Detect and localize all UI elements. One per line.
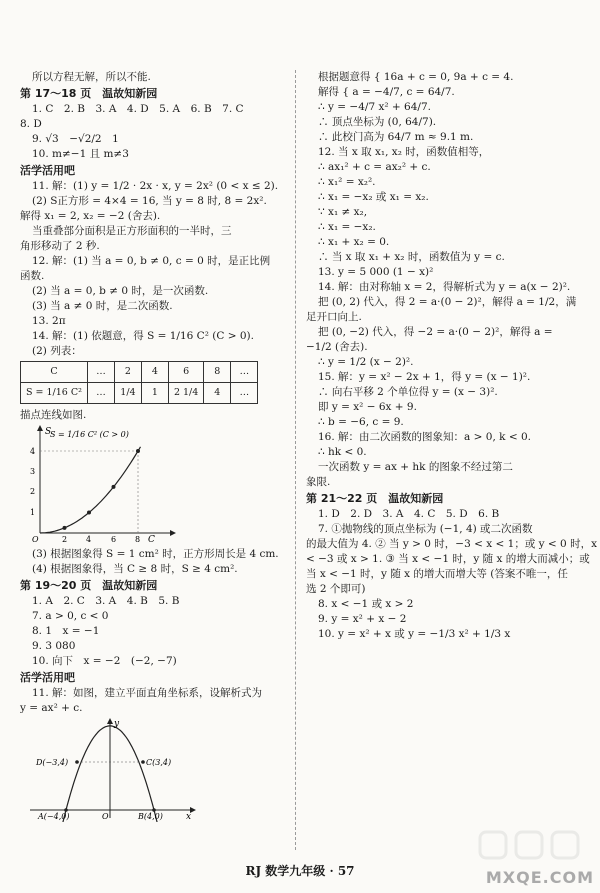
section-heading: 第 21～22 页 温故知新园 (306, 492, 444, 505)
text-line: 8. 1 x = −1 (32, 625, 100, 638)
text-line: 11. 解：如图，建立平面直角坐标系，设解析式为 (32, 687, 263, 700)
text-line: 14. 解：由对称轴 x = 2，得解析式为 y = a(x − 2)². (318, 281, 571, 293)
text-line: (2) S正方形 = 4×4 = 16, 当 y = 8 时, 8 = 2x². (32, 195, 267, 207)
page-footer: RJ 数学九年级 · 57 (245, 864, 355, 878)
text-line: ∴ y = −4/7 x² + 64/7. (318, 101, 431, 113)
tick-label: 1 (30, 508, 36, 517)
table-row (21, 362, 258, 383)
text-line: ∴ x₁² = x₂². (318, 176, 376, 188)
curve-s-c (40, 447, 141, 533)
text-line: ∴ x₁ + x₂ = 0. (318, 236, 390, 248)
text-line: 象限. (306, 476, 331, 488)
tick-label: 2 (62, 535, 68, 543)
text-line: 把 (0, 2) 代入，得 2 = a·(0 − 2)²，解得 a = 1/2，满 (318, 296, 577, 308)
x-axis-label: x (186, 812, 192, 823)
graph-s-c-svg (20, 425, 180, 543)
text-line: ∴ 向右平移 2 个单位得 y = (x − 3)². (318, 386, 498, 398)
table-row (21, 383, 258, 404)
left-lines-2 (20, 547, 288, 716)
right-column (306, 70, 598, 642)
text-line: ∴ b = −6, c = 9. (318, 416, 404, 428)
table-cell: 2 (114, 362, 141, 383)
curve-formula: S = 1/16 C² (C > 0) (50, 430, 129, 439)
table-cell: 2 1/4 (168, 383, 203, 404)
table-cell: 8 (204, 362, 231, 383)
y-axis-label: y (114, 719, 120, 730)
text-line: ∴ x₁ = −x₂ 或 x₁ = x₂. (318, 191, 429, 203)
text-line: 9. y = x² + x − 2 (318, 613, 407, 625)
point-d (75, 760, 79, 764)
left-lines (20, 70, 288, 359)
text-line: 把 (0, −2) 代入，得 −2 = a·(0 − 2)²，解得 a = (318, 326, 553, 338)
right-lines (306, 70, 598, 642)
table-cell: S = 1/16 C² (21, 383, 88, 404)
text-line: 足开口向上. (306, 311, 362, 323)
tick-label: 6 (111, 535, 117, 543)
text-line: ∴ y = 1/2 (x − 2)². (318, 356, 414, 368)
x-axis-label: C (148, 535, 155, 543)
point-d-label: D(−3,4) (36, 758, 69, 768)
y-axis-label: S (45, 427, 52, 437)
text-line: 即 y = x² − 6x + 9. (318, 401, 417, 413)
text-line: 15. 解：y = x² − 2x + 1，得 y = (x − 1)². (318, 371, 531, 383)
table-cell: … (231, 383, 258, 404)
text-line: 9. 3 080 (32, 640, 76, 653)
table-cell: 4 (141, 362, 168, 383)
text-line: ∴ ax₁² + c = ax₂² + c. (318, 161, 431, 173)
tick-label: 4 (86, 535, 92, 543)
text-line: y = ax² + c. (20, 702, 83, 715)
data-point (112, 485, 116, 489)
text-line: 7. a > 0, c < 0 (32, 610, 109, 623)
text-line: 10. y = x² + x 或 y = −1/3 x² + 1/3 x (318, 628, 511, 640)
text-line: 当 x < −1 时，y 随 x 的增大而增大等 (答案不唯一，任 (306, 568, 568, 580)
text-line: ∴ 此校门高为 64/7 m ≈ 9.1 m. (318, 131, 474, 143)
text-line: 根据题意得 { 16a + c = 0, 9a + c = 4. (318, 71, 514, 83)
origin-label: O (102, 812, 109, 822)
tick-label: 2 (30, 487, 36, 496)
text-line: 函数. (20, 270, 45, 282)
text-line: (3) 根据图象得 S = 1 cm² 时，正方形周长是 4 cm. (32, 548, 279, 561)
text-line: 16. 解：由二次函数的图象知：a > 0, k < 0. (318, 431, 531, 443)
text-line: ∴ hk < 0. (318, 446, 367, 458)
table-cell: 6 (168, 362, 203, 383)
tick-label: 3 (30, 467, 36, 476)
tick-label: 4 (30, 447, 36, 456)
text-line: 11. 解：(1) y = 1/2 · 2x · x, y = 2x² (0 < x ≤ 2). (32, 180, 279, 192)
text-line: 8. D (20, 118, 42, 130)
point-b-label: B(4,0) (138, 812, 163, 822)
y-axis-arrow-icon (37, 425, 43, 431)
text-line: 7. ①抛物线的顶点坐标为 (−1, 4) 或二次函数 (318, 523, 533, 535)
point-c (141, 760, 145, 764)
text-line: 角形移动了 2 秒. (20, 240, 100, 252)
text-line: 14. 解：(1) 依题意，得 S = 1/16 C² (C > 0). (32, 330, 254, 342)
text-line: 1. A 2. C 3. A 4. B 5. B (32, 595, 180, 608)
x-axis-arrow-icon (170, 530, 176, 536)
text-line: 解得 x₁ = 2, x₂ = −2 (舍去). (20, 210, 161, 222)
text-line: 所以方程无解，所以不能. (32, 71, 151, 83)
point-a-label: A(−4,0) (38, 812, 70, 822)
table-cell: 4 (204, 383, 231, 404)
text-line: 当重叠部分面积是正方形面积的一半时，三 (32, 225, 232, 237)
text-line: (4) 根据图象得，当 C ≥ 8 时，S ≥ 4 cm². (32, 563, 238, 576)
text-line: 解得 { a = −4/7, c = 64/7. (318, 86, 455, 98)
data-point (136, 449, 140, 453)
text-line: 8. x < −1 或 x > 2 (318, 598, 414, 610)
text-line: 12. 解：(1) 当 a = 0, b ≠ 0, c = 0 时，是正比例 (32, 255, 271, 267)
text-line: 12. 当 x 取 x₁, x₂ 时，函数值相等， (318, 146, 490, 158)
text-line: 的最大值为 4. ② 当 y > 0 时，−3 < x < 1；或 y < 0 时，x (306, 538, 598, 550)
section-heading: 第 17～18 页 温故知新园 (20, 87, 158, 100)
value-table (20, 361, 258, 404)
table-cell: … (87, 383, 114, 404)
left-column (20, 70, 288, 826)
text-line: ∴ 顶点坐标为 (0, 64/7). (318, 116, 437, 128)
text-line: 1. D 2. D 3. A 4. C 5. D 6. B (318, 508, 500, 520)
table-cell: 1/4 (114, 383, 141, 404)
text-line: 9. √3 −√2/2 1 (32, 133, 119, 145)
table-cell: … (87, 362, 114, 383)
data-point (87, 511, 91, 515)
graph-parabola (20, 718, 288, 826)
graph-parabola-svg (20, 718, 200, 822)
watermark-text: MXQE.COM (485, 868, 594, 887)
text-line: (2) 列表： (32, 345, 82, 357)
origin-label: O (32, 535, 39, 543)
text-line: 10. m≠−1 且 m≠3 (32, 148, 129, 160)
text-line: (3) 当 a ≠ 0 时，是二次函数. (32, 300, 173, 312)
y-axis-arrow-icon (107, 718, 113, 724)
text-line: 一次函数 y = ax + hk 的图象不经过第二 (318, 461, 513, 473)
column-divider (295, 70, 296, 850)
text-line: 1. C 2. B 3. A 4. D 5. A 6. B 7. C (32, 103, 244, 115)
graph-s-c (20, 425, 288, 547)
text-line: −1/2 (舍去). (306, 341, 368, 353)
table-cell: C (21, 362, 88, 383)
text-line: ∴ x₁ = −x₂. (318, 221, 376, 233)
point-c-label: C(3,4) (146, 758, 172, 768)
text-line: ∴ 当 x 取 x₁ + x₂ 时，函数值为 y = c. (318, 251, 505, 263)
text-line: (2) 当 a = 0, b ≠ 0 时，是一次函数. (32, 285, 209, 297)
text-line: 13. 2π (32, 315, 66, 327)
data-point (63, 526, 67, 530)
table-cell: … (231, 362, 258, 383)
text-line: 13. y = 5 000 (1 − x)² (318, 266, 434, 278)
text-line: 选 2 个即可) (306, 583, 366, 595)
text-line: 10. 向下 x = −2 (−2, −7) (32, 655, 177, 668)
text-line: ∵ x₁ ≠ x₂, (318, 206, 368, 218)
section-heading: 活学活用吧 (20, 671, 75, 685)
section-heading: 活学活用吧 (20, 164, 75, 177)
text-line: < −3 或 x > 1. ③ 当 x < −1 时，y 随 x 的增大而减小；或 (306, 553, 590, 565)
tick-label: 8 (135, 535, 141, 543)
after-table-text: 描点连线如图. (20, 409, 87, 421)
table-cell: 1 (141, 383, 168, 404)
section-heading: 第 19～20 页 温故知新园 (20, 579, 158, 593)
